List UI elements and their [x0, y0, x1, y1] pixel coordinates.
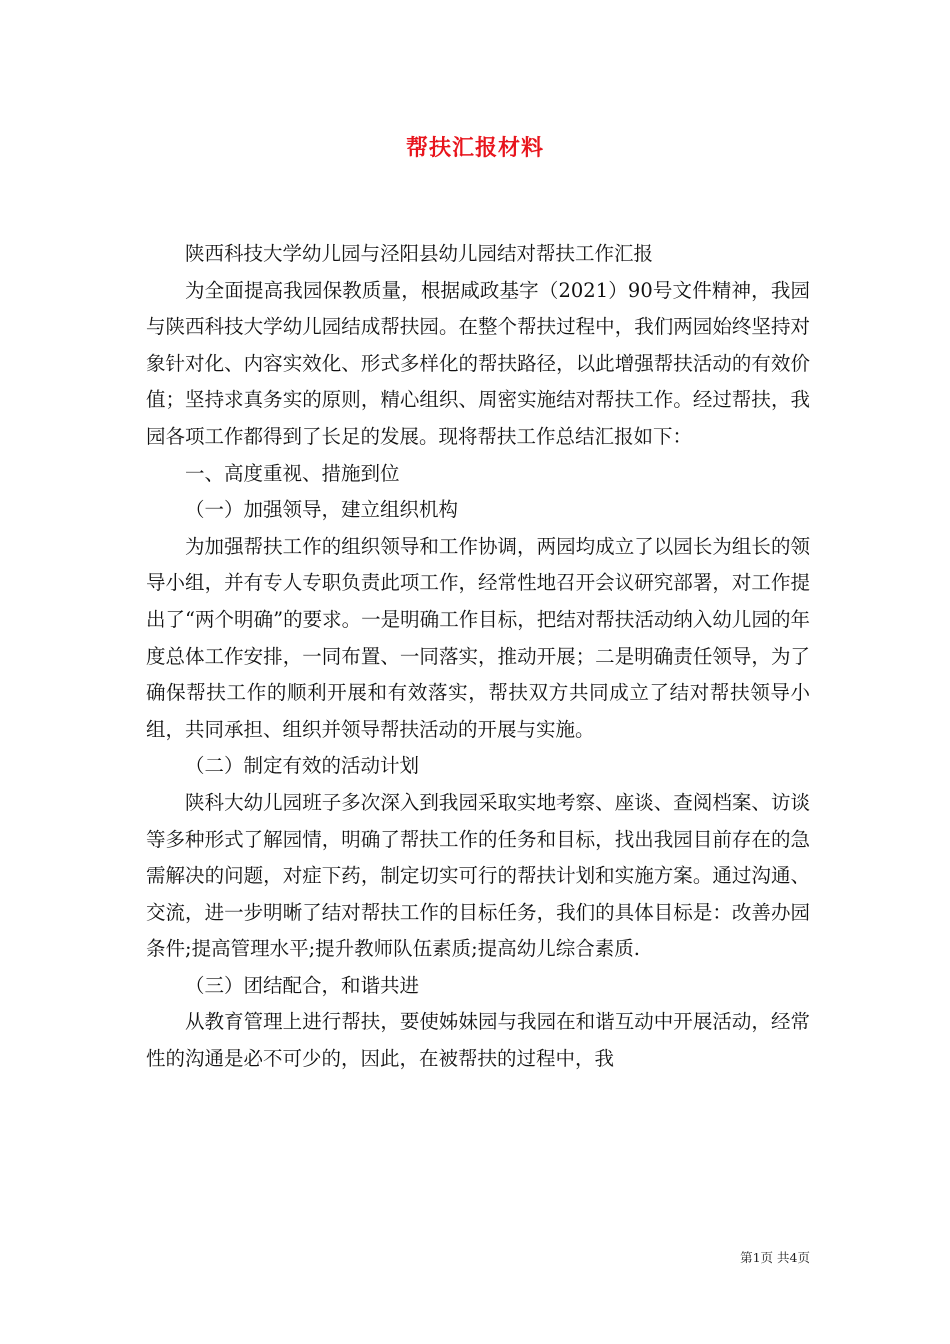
intro-paragraph: 为全面提高我园保教质量，根据咸政基字（2021）90号文件精神，我园与陕西科技大学幼儿园结成帮扶园。在整个帮扶过程中，我们两园始终坚持对象针对化、内容实效化、形式多样化的帮扶路径，以此增强帮扶活动的有效价值；坚持求真务实的原则，精心组织、周密实施结对帮扶工作。经过帮扶，我园各项工作都得到了长足的发展。现将帮扶工作总结汇报如下：	[146, 278, 810, 448]
report-heading: 陕西科技大学幼儿园与泾阳县幼儿园结对帮扶工作汇报	[185, 242, 654, 265]
section-heading-1: 一、高度重视、措施到位	[185, 461, 400, 485]
body-paragraph: 陕科大幼儿园班子多次深入到我园采取实地考察、座谈、查阅档案、访谈等多种形式了解园情，明确了帮扶工作的任务和目标，找出我园目前存在的急需解决的问题，对症下药，制定切实可行的帮扶计划和实施方案。通过沟通、交流，进一步明晰了结对帮扶工作的目标任务，我们的具体目标是：改善办园条件;提高管理水平;提升教师队伍素质;提高幼儿综合素质.	[146, 790, 810, 961]
subsection-heading-1: （一）加强领导，建立组织机构	[185, 498, 459, 522]
page-footer: 第1页 共4页	[740, 1250, 810, 1265]
document-body	[146, 236, 810, 1078]
subsection-heading-3: （三）团结配合，和谐共进	[185, 973, 420, 997]
body-paragraph: 从教育管理上进行帮扶，要使姊妹园与我园在和谐互动中开展活动，经常性的沟通是必不可少的，因此，在被帮扶的过程中，我	[146, 1010, 810, 1071]
body-paragraph: 为加强帮扶工作的组织领导和工作协调，两园均成立了以园长为组长的领导小组，并有专人专职负责此项工作，经常性地召开会议研究部署，对工作提出了“两个明确”的要求。一是明确工作目标，把结对帮扶活动纳入幼儿园的年度总体工作安排，一同布置、一同落实，推动开展；二是明确责任领导，为了确保帮扶工作的顺利开展和有效落实，帮扶双方共同成立了结对帮扶领导小组，共同承担、组织并领导帮扶活动的开展与实施。	[146, 534, 810, 741]
document-title: 帮扶汇报材料	[405, 135, 544, 161]
subsection-heading-2: （二）制定有效的活动计划	[185, 754, 420, 778]
